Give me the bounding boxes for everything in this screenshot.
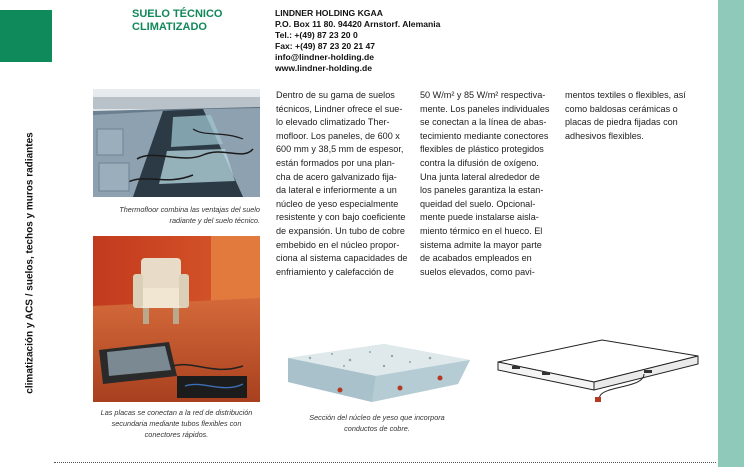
company-name: LINDNER HOLDING KGAA: [275, 8, 383, 18]
brand-color-block: [0, 10, 52, 62]
body-line: están formados por una plan-: [276, 157, 395, 168]
body-line: sistema admite la mayor parte: [420, 239, 542, 250]
body-line: mente puede instalarse aisla-: [420, 212, 539, 223]
body-line: resistente y con bajo coeficiente: [276, 212, 406, 223]
photo-armchair-room: [93, 236, 260, 402]
caption-line: Las placas se conectan a la red de distribución: [100, 408, 253, 417]
body-line: Dentro de su gama de suelos: [276, 90, 395, 100]
body-line: 50 W/m² y 85 W/m² respectiva-: [420, 90, 546, 100]
title-line: SUELO TÉCNICO: [132, 8, 223, 20]
phone-number: Tel.: +(49) 87 23 20 0: [275, 29, 358, 40]
caption-line: radiante y del suelo técnico.: [169, 216, 260, 225]
footer-dotted-rule: [54, 462, 716, 463]
email-link[interactable]: info@lindner-holding.de: [275, 51, 375, 62]
body-line: 600 mm y 38,5 mm de espesor,: [276, 144, 404, 155]
section-label-text: climatización y ACS / suelos, techos y muros radiantes: [24, 132, 36, 394]
body-line: núcleo de yeso especialmente: [276, 198, 399, 209]
body-column-2: [420, 89, 553, 279]
body-line: mofloor. Los paneles, de 600 x: [276, 130, 400, 141]
body-line: los paneles garantiza la estan-: [420, 185, 544, 196]
body-column-3: [565, 89, 697, 143]
caption-line: secundaria mediante tubos flexibles con: [111, 419, 242, 428]
website-link[interactable]: www.lindner-holding.de: [275, 62, 373, 73]
body-line: da lateral e inferiormente a un: [276, 185, 397, 196]
body-line: se conectan a la línea de abas-: [420, 117, 547, 128]
diagram-panel-drawing: [494, 334, 702, 404]
body-line: tecimiento mediante conectores: [420, 130, 549, 141]
body-line: suelos elevados, como pavi-: [420, 266, 535, 277]
article-title: [132, 8, 262, 34]
section-vertical-label: [15, 88, 45, 438]
body-line: técnicos, Lindner ofrece el sue-: [276, 103, 403, 114]
caption-connections: [93, 407, 260, 440]
body-line: queidad del suelo. Opcional-: [420, 198, 536, 209]
fax-number: Fax: +(49) 87 23 20 21 47: [275, 40, 376, 51]
caption-line: conectores rápidos.: [144, 430, 209, 439]
body-line: de expansión. Un tubo de cobre: [276, 225, 405, 236]
body-line: Una junta lateral alrededor de: [420, 171, 540, 182]
body-line: miento térmico en el hueco. El: [420, 225, 543, 236]
body-line: contra la difusión de oxígeno.: [420, 157, 539, 168]
body-line: de acabados empleados en: [420, 253, 532, 264]
body-line: mentos textiles o flexibles, así: [565, 90, 686, 100]
company-contact-block: [275, 8, 505, 73]
body-line: cha de acero galvanizado fija-: [276, 171, 397, 182]
caption-line: Sección del núcleo de yeso que incorpora: [309, 413, 445, 422]
body-line: flexibles de plástico protegidos: [420, 144, 544, 155]
body-line: mente. Los paneles individuales: [420, 103, 550, 114]
postal-address: P.O. Box 11 80. 94420 Arnstorf. Alemania: [275, 18, 441, 29]
photo-thermofloor: [93, 89, 260, 197]
body-line: enfriamiento y calefacción de: [276, 266, 394, 277]
body-line: lo elevado climatizado Ther-: [276, 117, 390, 128]
photo-gypsum-core: [280, 338, 474, 404]
body-line: como baldosas cerámicas o: [565, 103, 678, 114]
body-line: placas de piedra fijadas con: [565, 117, 678, 128]
page-edge-band: [718, 0, 744, 467]
body-line: ciona al sistema capacidades de: [276, 253, 408, 264]
body-line: embebido en el núcleo propor-: [276, 239, 400, 250]
body-column-1: [276, 89, 409, 279]
caption-line: Thermofloor combina las ventajas del suelo: [119, 205, 260, 214]
caption-thermofloor: [93, 204, 260, 226]
title-line: CLIMATIZADO: [132, 21, 207, 33]
caption-line: conductos de cobre.: [344, 424, 410, 433]
caption-gypsum-core: [280, 412, 474, 434]
body-line: adhesivos flexibles.: [565, 130, 644, 141]
